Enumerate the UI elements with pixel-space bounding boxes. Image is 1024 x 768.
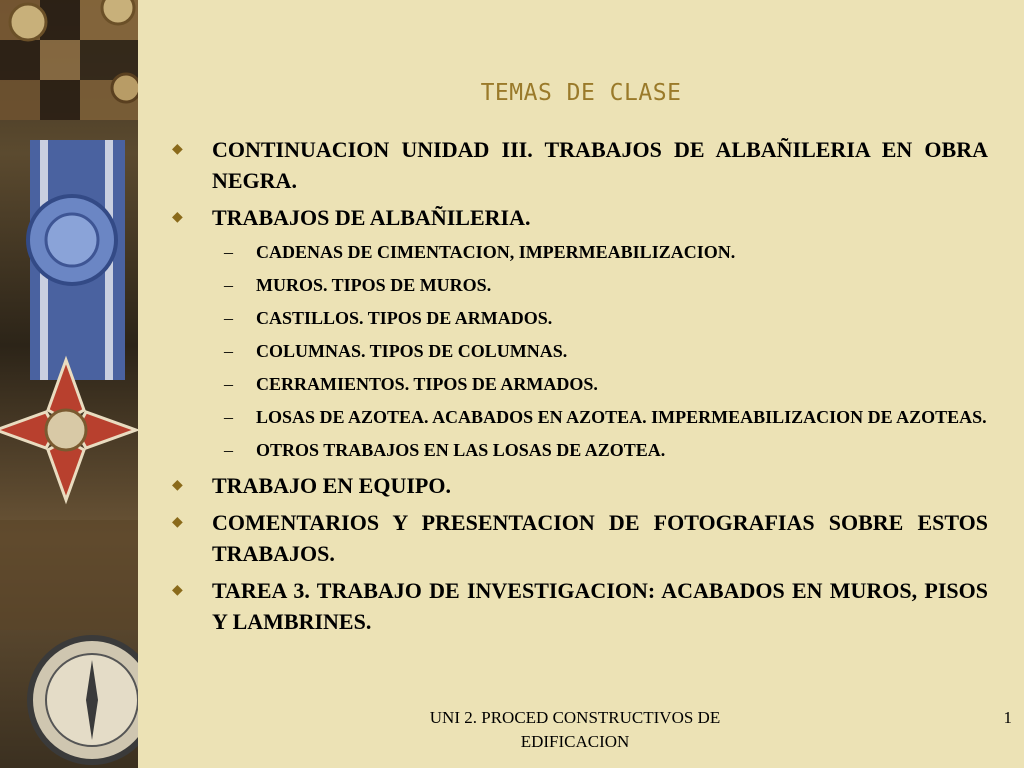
sub-list-item (172, 404, 988, 430)
list-item-text: TRABAJOS DE ALBAÑILERIA. (212, 205, 531, 230)
sub-list-item (172, 239, 988, 265)
slide-title: TEMAS DE CLASE (480, 80, 682, 106)
list-item-text: CERRAMIENTOS. TIPOS DE ARMADOS. (256, 374, 598, 394)
bullet-list (172, 134, 988, 643)
list-item-text: TAREA 3. TRABAJO DE INVESTIGACION: ACABADOS EN MUROS, PISOS Y LAMBRINES. (212, 578, 988, 634)
list-item (172, 202, 988, 233)
list-item-text: MUROS. TIPOS DE MUROS. (256, 275, 492, 295)
sub-list-item (172, 338, 988, 364)
list-item-text: CADENAS DE CIMENTACION, IMPERMEABILIZACION. (256, 242, 736, 262)
sub-list-item (172, 272, 988, 298)
dash-bullet-icon: – (224, 407, 233, 427)
sub-list-item (172, 371, 988, 397)
dash-bullet-icon: – (224, 374, 233, 394)
slide-footer: UNI 2. PROCED CONSTRUCTIVOS DE EDIFICACION (429, 708, 721, 751)
list-item-text: TRABAJO EN EQUIPO. (212, 473, 451, 498)
list-item (172, 507, 988, 569)
list-item-text: COMENTARIOS Y PRESENTACION DE FOTOGRAFIAS SOBRE ESTOS TRABAJOS. (212, 510, 988, 566)
sub-list-item (172, 437, 988, 463)
list-item (172, 575, 988, 637)
sub-list-item (172, 305, 988, 331)
list-item-text: OTROS TRABAJOS EN LAS LOSAS DE AZOTEA. (256, 440, 666, 460)
list-item (172, 470, 988, 501)
dash-bullet-icon: – (224, 308, 233, 328)
list-item-text: LOSAS DE AZOTEA. ACABADOS EN AZOTEA. IMPERMEABILIZACION DE AZOTEAS. (256, 407, 987, 427)
diamond-bullet-icon: ◆ (172, 210, 183, 225)
list-item-text: CONTINUACION UNIDAD III. TRABAJOS DE ALBAÑILERIA EN OBRA NEGRA. (212, 137, 988, 193)
page-number: 1 (1003, 708, 1012, 727)
diamond-bullet-icon: ◆ (172, 515, 183, 530)
diamond-bullet-icon: ◆ (172, 142, 183, 157)
list-item-text: COLUMNAS. TIPOS DE COLUMNAS. (256, 341, 568, 361)
diamond-bullet-icon: ◆ (172, 583, 183, 598)
dash-bullet-icon: – (224, 275, 233, 295)
decorative-sidebar-image (0, 0, 138, 768)
list-item (172, 134, 988, 196)
dash-bullet-icon: – (224, 341, 233, 361)
dash-bullet-icon: – (224, 242, 233, 262)
diamond-bullet-icon: ◆ (172, 478, 183, 493)
medal-collage-image (0, 0, 138, 768)
list-item-text: CASTILLOS. TIPOS DE ARMADOS. (256, 308, 553, 328)
dash-bullet-icon: – (224, 440, 233, 460)
